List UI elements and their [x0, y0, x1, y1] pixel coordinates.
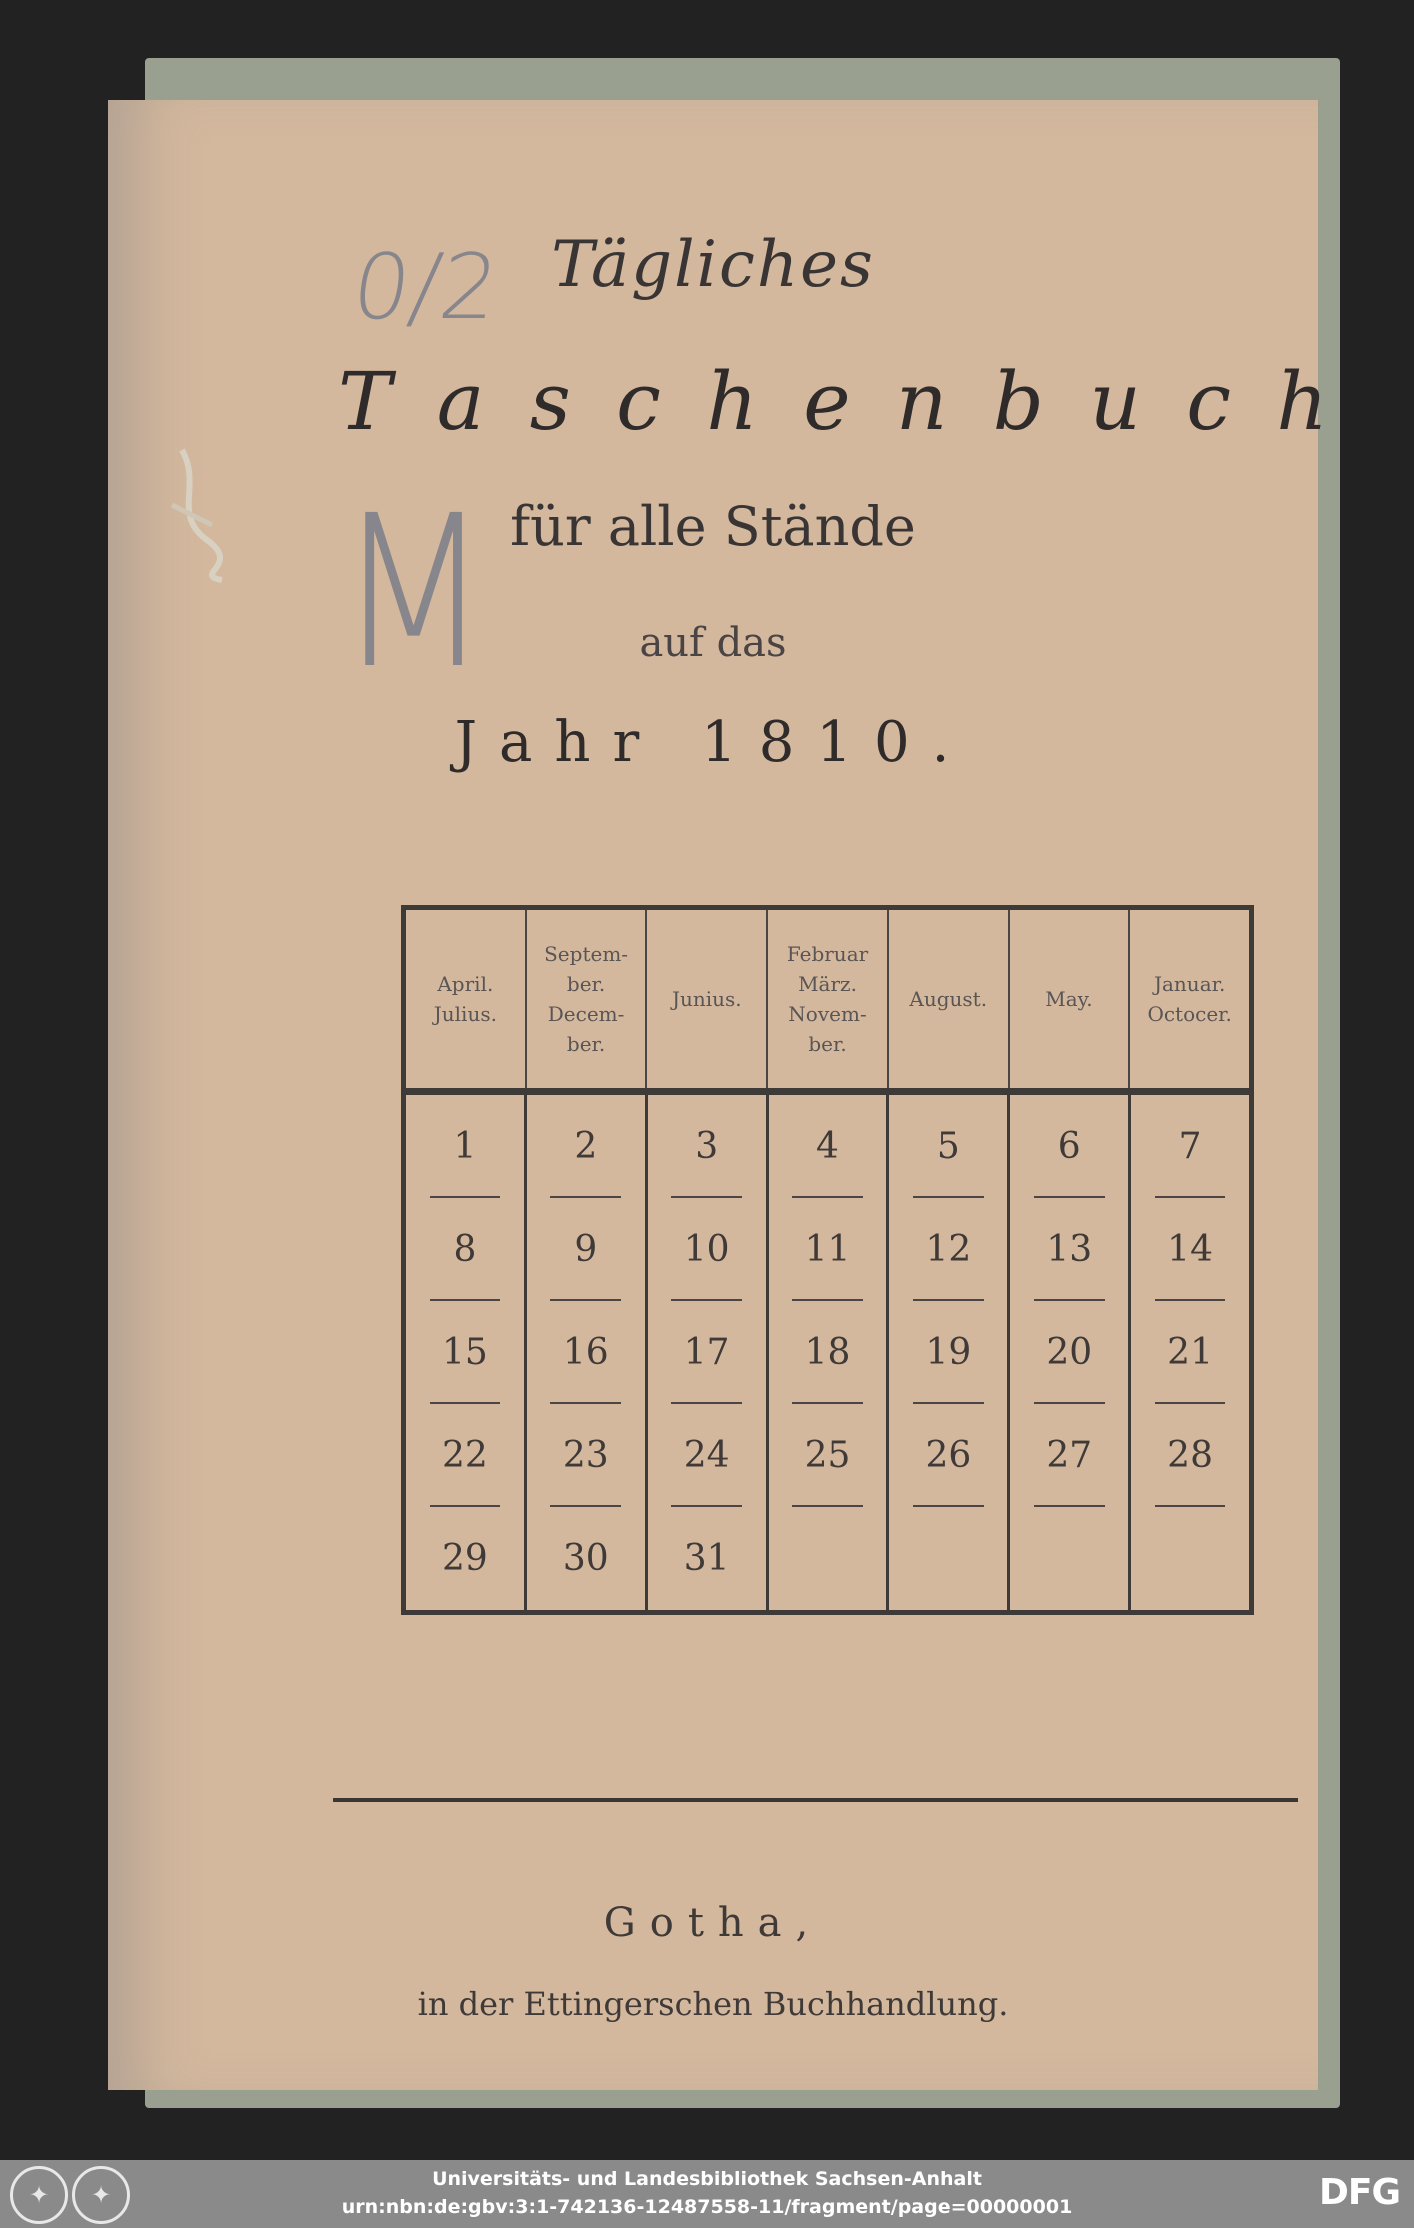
calendar-day-cell: 13	[1010, 1198, 1128, 1301]
title-page	[108, 100, 1328, 2090]
title-letter: h	[706, 355, 758, 448]
title-letter: b	[992, 355, 1044, 448]
title-line-taegliches: Tägliches	[551, 228, 875, 302]
calendar-column	[769, 1095, 890, 1610]
calendar-day-cell	[889, 1507, 1007, 1610]
calendar-column	[1131, 1095, 1249, 1610]
title-line-taschenbuch	[338, 355, 1328, 448]
calendar-day-cell: 4	[769, 1095, 887, 1198]
calendar-day-cell: 7	[1131, 1095, 1249, 1198]
title-line-auf-das: auf das	[639, 620, 787, 666]
calendar-month-header: Septem- ber. Decem- ber.	[527, 910, 648, 1088]
calendar-day-cell: 26	[889, 1404, 1007, 1507]
calendar-day-cell: 23	[527, 1404, 645, 1507]
calendar-month-header: May.	[1010, 910, 1131, 1088]
calendar-body	[406, 1095, 1249, 1610]
calendar-column	[889, 1095, 1010, 1610]
calendar-day-cell: 22	[406, 1404, 524, 1507]
calendar-day-cell: 31	[683, 1538, 730, 1579]
calendar-day-cell: 17	[648, 1301, 766, 1404]
calendar-day-cell: 27	[1010, 1404, 1128, 1507]
title-letter: T	[338, 355, 392, 448]
footer-urn[interactable]: urn:nbn:de:gbv:3:1-742136-12487558-11/fragment/page=00000001	[341, 2196, 1073, 2218]
calendar-month-header: Junius.	[647, 910, 768, 1088]
calendar-day-cell: 9	[527, 1198, 645, 1301]
calendar-day-cell: 3	[648, 1095, 766, 1198]
calendar-day-cell: 24	[648, 1404, 766, 1507]
calendar-day-cell: 30	[562, 1538, 609, 1579]
title-letter: s	[529, 355, 571, 448]
footer-library-name: Universitäts- und Landesbibliothek Sachsen-Anhalt	[432, 2168, 982, 2190]
calendar-day-cell: 29	[442, 1538, 488, 1579]
title-letter: h	[1276, 355, 1328, 448]
library-footer-bar	[0, 2160, 1414, 2228]
title-line-jahr: Jahr 1810.	[454, 710, 972, 775]
calendar-month-header: August.	[889, 910, 1010, 1088]
divider-rule	[333, 1798, 1298, 1802]
calendar-month-header: Januar. Octocer.	[1147, 972, 1232, 1026]
title-letter: e	[803, 355, 851, 448]
title-letter: a	[436, 355, 485, 448]
calendar-day-cell	[1010, 1507, 1128, 1610]
title-line-fuer-alle-staende: für alle Stände	[510, 495, 916, 558]
handwritten-letter: M	[336, 470, 491, 715]
calendar-day-cell: 16	[527, 1301, 645, 1404]
calendar-day-cell: 8	[406, 1198, 524, 1301]
calendar-column	[1010, 1095, 1131, 1610]
calendar-day-cell: 18	[769, 1301, 887, 1404]
calendar-day-cell: 5	[889, 1095, 1007, 1198]
calendar-day-cell: 28	[1131, 1404, 1249, 1507]
calendar-month-header: Februar März. Novem- ber.	[768, 910, 889, 1088]
imprint-publisher: in der Ettingerschen Buchhandlung.	[417, 1985, 1009, 2023]
calendar-day-cell: 25	[769, 1404, 887, 1507]
university-seal-icon: ✦	[10, 2166, 68, 2224]
calendar-day-cell: 14	[1131, 1198, 1249, 1301]
calendar-day-cell: 12	[889, 1198, 1007, 1301]
dfg-logo: DFG	[1318, 2172, 1400, 2213]
title-letter: c	[1186, 355, 1231, 448]
calendar-day-cell: 2	[527, 1095, 645, 1198]
calendar-day-cell: 19	[889, 1301, 1007, 1404]
calendar-column	[406, 1095, 527, 1610]
calendar-day-cell: 15	[406, 1301, 524, 1404]
calendar-day-cell: 10	[648, 1198, 766, 1301]
calendar-day-cell: 20	[1010, 1301, 1128, 1404]
calendar-day-cell: 11	[769, 1198, 887, 1301]
calendar-day-cell: 1	[406, 1095, 524, 1198]
calendar-header-row	[406, 910, 1249, 1095]
title-letter: c	[616, 355, 661, 448]
calendar-column	[527, 1095, 648, 1610]
calendar-day-cell: 21	[1131, 1301, 1249, 1404]
imprint-city: Gotha,	[603, 1900, 823, 1946]
calendar-day-cell: 6	[1010, 1095, 1128, 1198]
perpetual-calendar-table	[401, 905, 1254, 1615]
calendar-day-cell	[769, 1507, 887, 1610]
calendar-month-header: April. Julius.	[406, 910, 527, 1088]
title-letter: n	[895, 355, 948, 448]
calendar-day-cell	[1131, 1507, 1249, 1610]
title-letter: u	[1089, 355, 1141, 448]
handwritten-shelfmark: 0/2	[345, 235, 506, 340]
library-seal-icon: ✦	[72, 2166, 130, 2224]
calendar-column	[648, 1095, 769, 1610]
